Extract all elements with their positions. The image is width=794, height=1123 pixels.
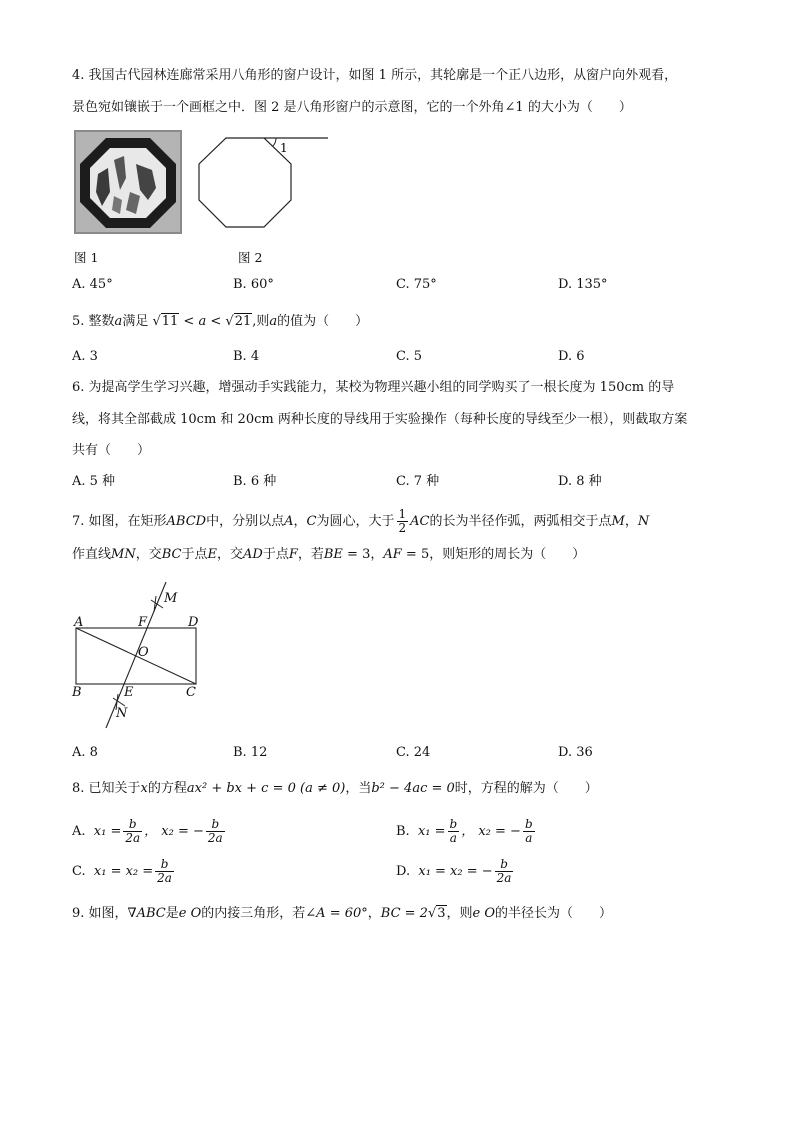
q4-fig1-caption: 图 1 — [74, 250, 99, 265]
q6-option-a: A. 5 种 — [72, 474, 116, 489]
q6-line1: 6. 为提高学生学习兴趣，增强动手实践能力，某校为物理兴趣小组的同学购买了一根长度为 150cm 的导 — [72, 380, 675, 395]
q5-option-a: A. 3 — [72, 349, 98, 364]
q6-line2: 线，将其全部截成 10cm 和 20cm 两种长度的导线用于实验操作（每种长度的导线至少一根），则截取方案 — [72, 412, 688, 427]
q8-discriminant: b² − 4ac = 0 — [371, 781, 455, 796]
q4-fig2-caption: 图 2 — [238, 250, 263, 265]
q8-stem: 8. 已知关于x的方程ax² + bx + c = 0 (a ≠ 0)，当b² − 4ac = 0时，方程的解为（ ） — [72, 781, 598, 796]
q6-option-b: B. 6 种 — [233, 474, 277, 489]
q6-option-d: D. 8 种 — [558, 474, 602, 489]
q7-line1: 7. 如图，在矩形ABCD中，分别以点A，C为圆心，大于 $\frac{1}{2}$ AC的长为半径作弧，两弧相交于点M，N — [72, 507, 650, 535]
q7-rectangle-figure — [68, 580, 218, 732]
q7-label-c: C — [186, 685, 196, 700]
q7-half-fraction: $\frac{1}{2}$ — [398, 507, 407, 535]
q5-radicand-1: 11 — [161, 314, 179, 329]
q4-figure2-octagon — [196, 130, 331, 235]
q5-option-c: C. 5 — [396, 349, 423, 364]
q7-label-e: E — [124, 685, 134, 700]
q4-option-c: C. 75° — [396, 277, 437, 292]
q4-figure1-photo — [74, 130, 182, 234]
q5-stem: 5. 整数a满足 √11 < a < √21,则a的值为（ ） — [72, 314, 369, 329]
q4-line2: 景色宛如镶嵌于一个画框之中．图 2 是八角形窗户的示意图，它的一个外角∠1 的大小为（ ） — [72, 100, 632, 115]
q5-option-b: B. 4 — [233, 349, 260, 364]
q7-label-m: M — [164, 591, 178, 606]
q4-option-b: B. 60° — [233, 277, 274, 292]
q9-stem: 9. 如图，∇ABC是e O的内接三角形，若∠A = 60°，BC = 2√3，则e O的半径长为（ ） — [72, 906, 613, 921]
q7-option-d: D. 36 — [558, 745, 593, 760]
q6-line3: 共有（ ） — [72, 443, 151, 458]
q7-label-a: A — [74, 615, 84, 630]
q4-option-a: A. 45° — [72, 277, 113, 292]
q8-option-c: C. x₁ = x₂ = $\frac{b}{2a}$ — [72, 857, 172, 885]
q8-option-a: A. x₁ = $\frac{b}{2a}$ ， x₂ = − $\frac{b}{2a}$ — [72, 817, 223, 845]
q7-option-a: A. 8 — [72, 745, 98, 760]
q7-option-b: B. 12 — [233, 745, 268, 760]
q7-option-c: C. 24 — [396, 745, 431, 760]
q7-label-n: N — [116, 706, 128, 721]
q6-option-c: C. 7 种 — [396, 474, 440, 489]
q8-equation: ax² + bx + c = 0 (a ≠ 0) — [186, 781, 346, 796]
q5-radicand-2: 21 — [234, 314, 252, 329]
q4-option-d: D. 135° — [558, 277, 608, 292]
q7-label-f: F — [138, 615, 148, 630]
q7-label-o: O — [138, 645, 149, 660]
q7-line2: 作直线MN，交BC于点E，交AD于点F，若BE = 3，AF = 5，则矩形的周长为（ ） — [72, 547, 586, 562]
q4-angle-label: 1 — [280, 141, 288, 155]
q4-line1: 4. 我国古代园林连廊常采用八角形的窗户设计，如图 1 所示，其轮廓是一个正八边形，从窗户向外观看， — [72, 68, 678, 83]
q5-option-d: D. 6 — [558, 349, 585, 364]
q8-option-d: D. x₁ = x₂ = − $\frac{b}{2a}$ — [396, 857, 512, 885]
q8-option-b: B. x₁ = $\frac{b}{a}$ ， x₂ = − $\frac{b}{a}$ — [396, 817, 533, 845]
q7-label-b: B — [72, 685, 82, 700]
q7-label-d: D — [188, 615, 199, 630]
